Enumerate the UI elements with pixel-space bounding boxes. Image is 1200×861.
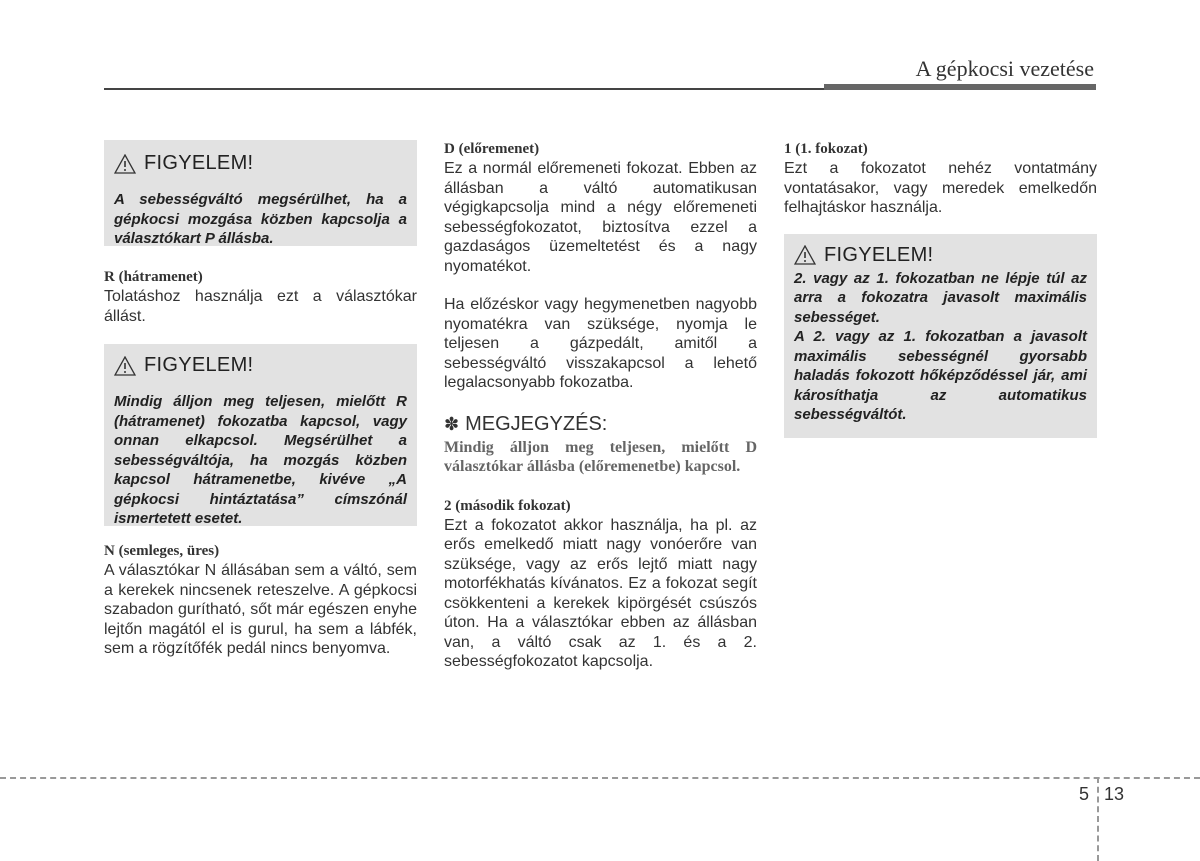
note-text: Mindig álljon meg teljesen, mielőtt D választókar állásba (előremenetbe) kapcsol. [444, 438, 757, 475]
warning-header [794, 244, 1087, 267]
note-header [444, 413, 757, 436]
section-text-reverse: Tolatáshoz használja ezt a választókar állást. [104, 288, 417, 325]
footer-dashed-rule [0, 777, 1200, 779]
warning-title: FIGYELEM! [144, 152, 254, 174]
section-title-reverse: R (hátramenet) [104, 269, 203, 285]
warning-triangle-icon [114, 154, 136, 174]
section-title-neutral: N (semleges, üres) [104, 543, 220, 559]
page-header-title: A gépkocsi vezetése [915, 56, 1094, 81]
section-text-first-gear: Ezt a fokozatot nehéz vontatmány vontatásakor, vagy meredek emelkedőn felhajtáskor használja. [784, 160, 1097, 216]
warning-box-speed [784, 234, 1097, 438]
section-title-drive: D (előremenet) [444, 141, 540, 157]
warning-text: Mindig álljon meg teljesen, mielőtt R (hátramenet) fokozatba kapcsol, vagy onnan elkapcsol. Megsérülhet a sebességváltója, ha mozgás közben kapcsol hátramenetbe, kivéve „A gépkocsi hintáztatása” címszónál ismertetett esetet. [114, 393, 407, 527]
warning-paragraph: A 2. vagy az 1. fokozatban a javasolt maximális sebességnél gyorsabb haladás fokozott hőképződéssel jár, ami károsíthatja az automatikus sebességváltót. [794, 328, 1087, 423]
warning-triangle-icon [114, 356, 136, 376]
section-text-neutral: A választókar N állásában sem a váltó, sem a kerekek nincsenek reteszelve. A gépkocsi szabadon gurítható, sőt már egészen enyhe lejtőn magától el is gurul, ha sem a lábfék, sem a rögzítőfék pedál nincs benyomva. [104, 562, 417, 657]
header-rule [104, 88, 824, 90]
chapter-number: 5 [1079, 784, 1090, 804]
warning-header [114, 152, 407, 175]
footer-dashed-divider [1097, 777, 1099, 861]
warning-paragraph: 2. vagy az 1. fokozatban ne lépje túl az arra a fokozatra javasolt maximális sebességet. [794, 269, 1087, 326]
column-left [104, 140, 417, 659]
warning-header [114, 354, 407, 377]
warning-text: A sebességváltó megsérülhet, ha a gépkocsi mozgása közben kapcsolja a választókart P állásba. [114, 191, 407, 247]
warning-triangle-icon [794, 245, 816, 265]
section-text-drive-1: Ez a normál előremeneti fokozat. Ebben az állásban a váltó automatikusan végigkapcsolja mind a négy előremeneti sebességfokozatot, biztosítva ezzel a gazdaságos üzemeltetést és a nagy nyomatékot. [444, 160, 757, 275]
note-title: MEGJEGYZÉS: [465, 412, 608, 435]
warning-title: FIGYELEM! [144, 354, 254, 376]
section-text-second-gear: Ezt a fokozatot akkor használja, ha pl. az erős emelkedő miatt nagy vonóerőre van szüksége, vagy az erős lejtő miatt nagy motorfékhatás kívánatos. Ez a fokozat segít csökkenteni a kerekek kipörgését csúszós úton. Ha a választókar ebben az állásban van, a váltó csak az 1. és a 2. sebességfokozatot kapcsolja. [444, 516, 757, 670]
warning-title: FIGYELEM! [824, 243, 934, 266]
note-star-icon: ✽ [444, 413, 460, 434]
warning-box-reverse [104, 344, 417, 526]
column-middle [444, 140, 757, 672]
warning-box-park [104, 140, 417, 246]
page-number: 13 [1104, 784, 1125, 804]
column-right [784, 140, 1097, 438]
warning-text [794, 269, 1087, 425]
section-text-drive-2: Ha előzéskor vagy hegymenetben nagyobb nyomatékra van szüksége, nyomja le teljesen a gázpedált, amitől a sebességváltó visszakapcsol a lehető legalacsonyabb fokozatba. [444, 296, 757, 391]
header-rule-accent [824, 84, 1096, 90]
section-title-first-gear: 1 (1. fokozat) [784, 141, 868, 157]
section-title-second-gear: 2 (második fokozat) [444, 497, 571, 514]
